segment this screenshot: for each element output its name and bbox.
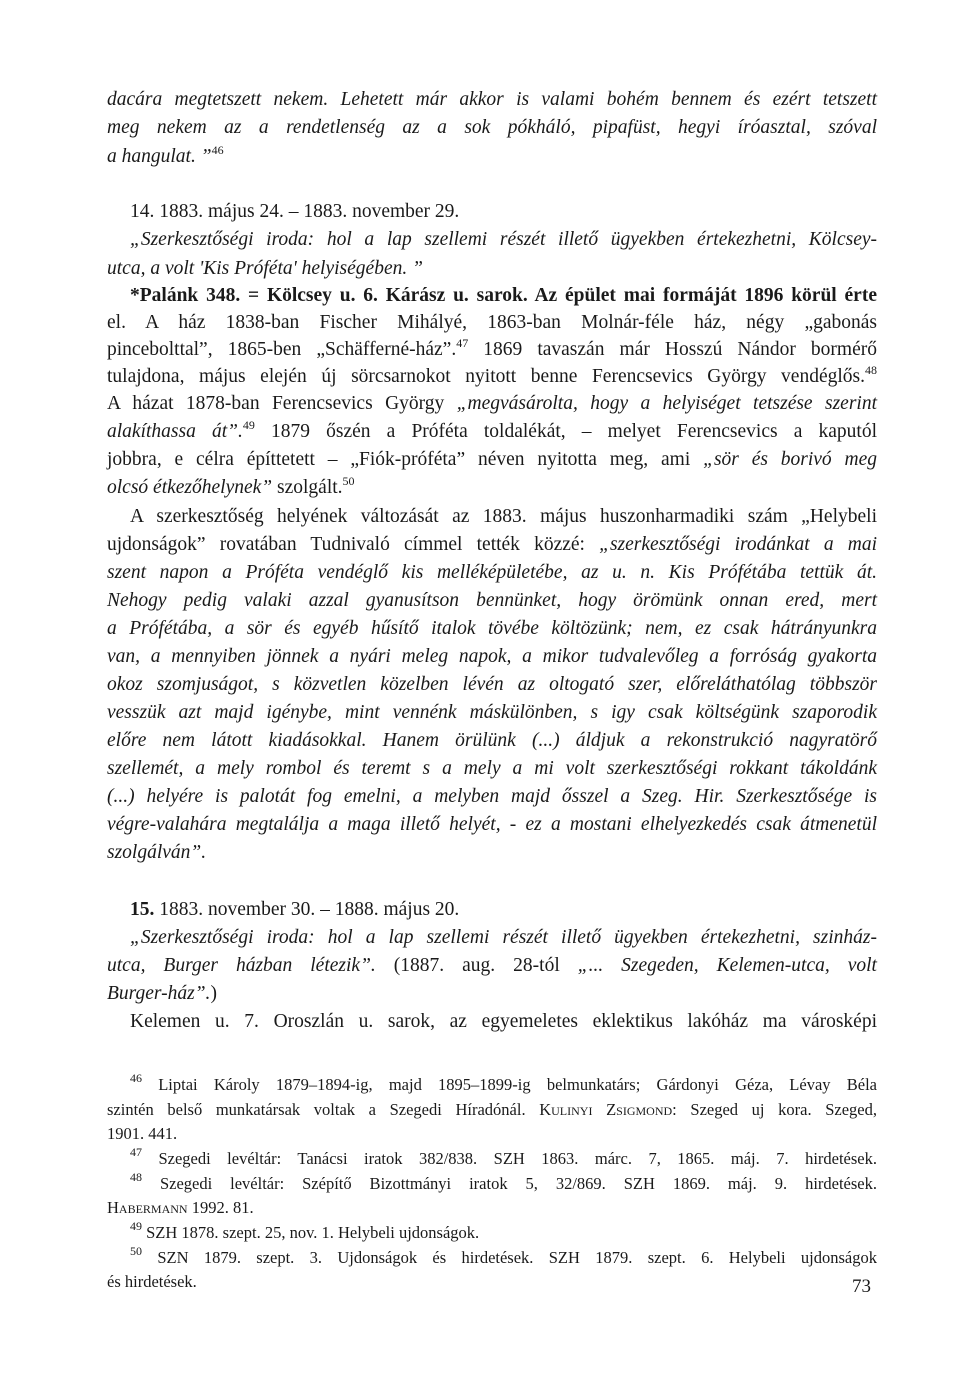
text-line: ujdonságok” rovatában Tudnivaló címmel tették közzé: „szerkesztőségi irodánkat a mai bbox=[107, 534, 877, 555]
page-number: 73 bbox=[852, 1276, 871, 1297]
text-line: szent napon a Próféta vendéglő kis melléképületébe, az u. n. Kis Prófétába tettük át. bbox=[107, 562, 877, 583]
text-line: utca, a volt 'Kis Próféta' helyiségében. ” bbox=[107, 258, 423, 279]
text-line: A házat 1878-ban Ferencsevics György „megvásárolta, hogy a helyiséget tetszése szerint bbox=[107, 393, 877, 414]
footnote: $^{46}$ Liptai Károly 1879–1894-ig, majd 1895–1899-ig belmunkatárs; Gárdonyi Géza, Lévay Béla bbox=[130, 1071, 877, 1094]
text-line: szolgálván”. bbox=[107, 842, 207, 863]
footnote-number: 47 bbox=[130, 1145, 142, 1159]
text-line: A szerkesztőség helyének változását az 1883. május huszonharmadiki szám „Helybeli bbox=[130, 506, 877, 527]
footnote-number: 46 bbox=[130, 1071, 142, 1085]
footnote: $^{49}$ SZH 1878. szept. 25, nov. 1. Helybeli ujdonságok. bbox=[130, 1219, 480, 1242]
section-heading: 15. 1883. november 30. – 1888. május 20. bbox=[130, 899, 460, 920]
text-line: pincebolttal”, 1865-ben „Schäfferné-ház”.$^{47}$ 1869 tavaszán már Hosszú Nándor bormérő bbox=[107, 336, 877, 360]
text-line: a hangulat. ”$^{46}$ bbox=[107, 143, 224, 167]
section-heading: 14. 1883. május 24. – 1883. november 29. bbox=[130, 201, 460, 222]
text-line: okoz szomjuságot, s közvetlen közelben lévén az oltogató szer, előreláthatólag többször bbox=[107, 674, 877, 695]
text-line: van, a mennyiben jönnek a nyári meleg napok, a mikor tudvalevőleg a forróság gyakorta bbox=[107, 646, 877, 667]
footnote-number: 50 bbox=[130, 1244, 142, 1258]
footnote: $^{47}$ Szegedi levéltár: Tanácsi iratok 382/838. SZH 1863. márc. 7, 1865. máj. 7. hirdetések. bbox=[130, 1145, 877, 1168]
text-line: vesszük azt majd igénybe, mint vennénk máskülönben, s igy csak költségünk szaporodik bbox=[107, 702, 877, 723]
text-line: *Palánk 348. = Kölcsey u. 6. Kárász u. sarok. Az épület mai formáját 1896 körül érte bbox=[130, 285, 877, 306]
footnote-line: 1901. 441. bbox=[107, 1124, 178, 1143]
text-line: végre-valahára megtalálja a maga illető helyét, - ez a mostani elhelyezkedés csak átmenetül bbox=[107, 814, 877, 835]
footnote-number: 49 bbox=[130, 1219, 142, 1233]
footnote-ref: 49 bbox=[242, 418, 255, 432]
text-line: Kelemen u. 7. Oroszlán u. sarok, az egyemeletes eklektikus lakóház ma városképi bbox=[130, 1011, 877, 1032]
text-line: (...) helyére is palotát fog emelni, a melyben majd ősszel a Szeg. Hir. Szerkesztősége is bbox=[107, 786, 877, 807]
footnote-line: szintén belső munkatársak voltak a Szegedi Híradónál. Kulinyi Zsigmond: Szeged uj kora. Szeged, bbox=[107, 1100, 877, 1119]
text-line: Burger-ház”.) bbox=[107, 983, 217, 1004]
footnote: $^{50}$ SZN 1879. szept. 3. Ujdonságok és hirdetések. SZH 1879. szept. 6. Helybeli ujdonságok bbox=[130, 1244, 877, 1267]
text-line: el. A ház 1838-ban Fischer Mihályé, 1863-ban Molnár-féle ház, négy „gabonás bbox=[107, 312, 877, 333]
text-line: dacára megtetszett nekem. Lehetett már akkor is valami bohém bennem és ezért tetszett bbox=[107, 89, 877, 110]
text-line: meg nekem az a rendetlenség az a sok pókháló, pipafüst, hegyi íróasztal, szóval bbox=[107, 117, 877, 138]
text-line: alakíthassa át”.$^{49}$ 1879 őszén a Próféta toldalékát, – melyet Ferencsevics a kaputól bbox=[107, 418, 877, 442]
text-line: a Prófétába, a sör és egyéb hűsítő italok tövébe költözünk; nem, ez csak hátrányunkra bbox=[107, 618, 877, 639]
text-line: tulajdona, május elején új sörcsarnokot nyitott benne Ferencsevics György vendéglős.$^{48}$ bbox=[107, 363, 877, 387]
text-line: olcsó étkezőhelynek” szolgált.$^{50}$ bbox=[107, 474, 355, 498]
text-line: „Szerkesztőségi iroda: hol a lap szellemi részét illető ügyekben értekezhetni, Kölcsey- bbox=[130, 229, 877, 250]
footnote: $^{48}$ Szegedi levéltár: Szépítő Bizottmányi iratok 5, 32/869. SZH 1869. máj. 9. hirdetések. bbox=[130, 1170, 877, 1193]
footnote-ref: 47 bbox=[456, 336, 469, 350]
footnote-ref: 50 bbox=[342, 474, 355, 488]
text-line: „Szerkesztőségi iroda: hol a lap szellemi részét illető ügyekben értekezhetni, szinház- bbox=[130, 927, 877, 948]
footnote-number: 48 bbox=[130, 1170, 142, 1184]
text-line: Nehogy pedig valaki azzal gyanusítson bennünket, hogy örömünk onnan ered, mert bbox=[107, 590, 877, 611]
footnote-ref: 48 bbox=[865, 363, 877, 377]
footnote-line: és hirdetések. bbox=[107, 1272, 197, 1291]
text-line: szellemét, a mely rombol és teremt s a mely a mi volt szerkesztőségi rokkant tákoldánk bbox=[107, 758, 877, 779]
text-line: utca, Burger házban létezik”. (1887. aug. 28-tól „... Szegeden, Kelemen-utca, volt bbox=[107, 955, 877, 976]
footnote-ref: 46 bbox=[211, 143, 224, 157]
text-line: jobbra, e célra építtetett – „Fiók-próféta” néven nyitotta meg, ami „sör és borivó meg bbox=[107, 449, 877, 470]
text-line: előre nem látott kiadásokkal. Hanem örülünk (...) áldjuk a rekonstrukció nagyratörő bbox=[107, 730, 877, 751]
footnote-line: Habermann 1992. 81. bbox=[107, 1198, 254, 1217]
